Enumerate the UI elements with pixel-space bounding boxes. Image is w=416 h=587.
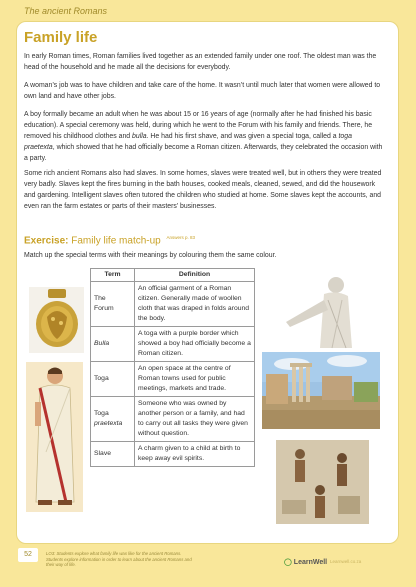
header-definition: Definition	[135, 269, 255, 282]
roman-forum-photo	[262, 352, 380, 429]
roman-mosaic-photo	[276, 440, 369, 524]
term-cell[interactable]	[91, 282, 135, 327]
website-footer: Learnwell.co.za	[330, 559, 362, 564]
table-row	[91, 362, 255, 397]
paragraph-3	[24, 109, 384, 164]
definition-cell[interactable]: An open space at the centre of Roman towns used for public meetings, markets and trade.	[135, 362, 255, 397]
term-toga-praetexta: toga praetexta	[24, 133, 352, 151]
paragraph-2: A woman’s job was to have children and take care of the home. It wasn’t until much later that women were allowed to own land and have other jobs.	[24, 82, 381, 100]
paragraph-3-part-2: . He had his first shave, and was given a special toga, called a	[146, 133, 339, 140]
logo-mark-icon: ◯	[284, 559, 292, 566]
table-row	[91, 397, 255, 442]
term-bulla: bulla	[132, 133, 147, 140]
paragraph-1: In early Roman times, Roman families lived together as an extended family under one roof. The oldest man was the head of the household and he made all the decisions for everybody.	[24, 53, 377, 71]
exercise-label: Exercise:	[24, 235, 69, 247]
roman-statue-photo	[276, 270, 379, 350]
definition-cell[interactable]: An official garment of a Roman citizen. Generally made of woollen cloth that was draped in folds around the body.	[135, 282, 255, 327]
toga-figure-illustration	[26, 362, 83, 512]
logo-text: LearnWell	[293, 559, 328, 566]
exercise-title: Family life match-up	[71, 235, 161, 247]
page-number: 52	[18, 548, 38, 562]
term-text: Slave	[94, 450, 112, 457]
learning-outcome-note: LO3: Students explore what family life was like for the ancient Romans. Students explore information in order to learn about the ancient Romans and their way of life.	[46, 551, 192, 567]
term-text: Toga	[94, 375, 109, 382]
term-text: Forum	[94, 305, 114, 312]
learnwell-logo	[284, 558, 327, 566]
term-cell[interactable]	[91, 442, 135, 467]
bulla-photo	[29, 287, 84, 353]
running-title: The ancient Romans	[24, 6, 108, 16]
match-table	[90, 268, 255, 467]
exercise-instruction: Match up the special terms with their meanings by colouring them the same colour.	[24, 252, 277, 259]
definition-cell[interactable]: A charm given to a child at birth to keep away evil spirits.	[135, 442, 255, 467]
answers-reference: Answers p. 83	[166, 235, 196, 240]
paragraph-3-part-1: A boy formally became an adult when he was about 15 or 16 years of age (normally after he had finished his basic education). A special ceremony was held, during which he went to the Forum with his family and friends. There, he removed his childhood clothes and	[24, 111, 373, 140]
page-title: Family life	[24, 29, 98, 46]
table-row	[91, 442, 255, 467]
term-text: Toga	[94, 410, 109, 417]
term-text: Bulla	[94, 340, 110, 347]
exercise-heading	[24, 235, 195, 246]
term-cell[interactable]	[91, 327, 135, 362]
term-text: The	[94, 295, 106, 302]
table-row	[91, 282, 255, 327]
term-text: praetexta	[94, 420, 123, 427]
definition-cell[interactable]: Someone who was owned by another person or a family, and had to carry out all tasks they were given without question.	[135, 397, 255, 442]
paragraph-3-part-3: , which showed that he had officially become a Roman citizen. Afterwards, they celebrated the occasion with a party.	[24, 144, 383, 162]
definition-cell[interactable]: A toga with a purple border which showed a boy had officially become a Roman citizen.	[135, 327, 255, 362]
term-cell[interactable]	[91, 362, 135, 397]
running-header	[0, 0, 416, 22]
paragraph-4: Some rich ancient Romans also had slaves. In some homes, slaves were treated well, but in others they were treated very badly. Slaves kept the fires burning in the bath houses, cooked meals, cleaned, sewed, and did the housework and gardening. Intelligent slaves often tutored the children who studied at home. Some slaves kept the accounts, and even ran the farm estates or parts of their masters’ businesses.	[24, 170, 382, 210]
header-term: Term	[91, 269, 135, 282]
table-row	[91, 327, 255, 362]
term-cell[interactable]	[91, 397, 135, 442]
